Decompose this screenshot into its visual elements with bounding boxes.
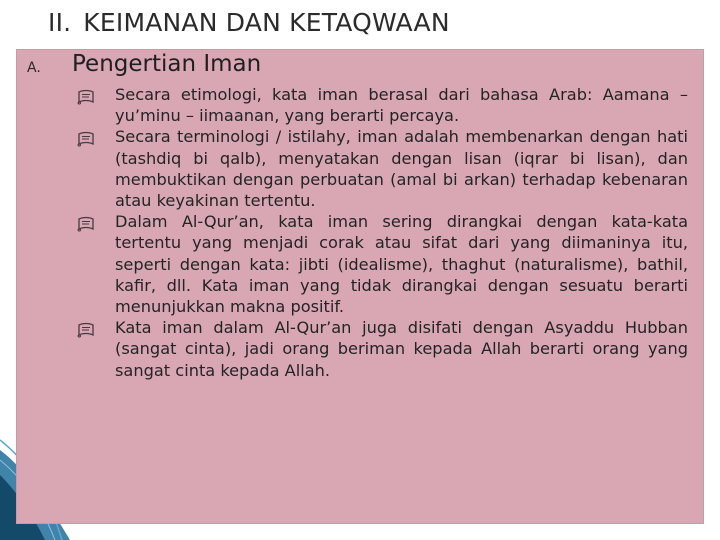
- scroll-icon: [77, 131, 95, 147]
- scroll-icon: [77, 322, 95, 338]
- bullet-text: Kata iman dalam Al-Qur’an juga disifati dengan Asyaddu Hubban (sangat cinta), jadi orang beriman kepada Allah berarti orang yang sangat cinta kepada Allah.: [115, 318, 688, 380]
- bullet-text: Secara etimologi, kata iman berasal dari bahasa Arab: Aamana – yu’minu – iimaanan, yang berarti percaya.: [115, 85, 688, 126]
- section-title: Pengertian Iman: [72, 51, 262, 77]
- bullet-item: [75, 211, 688, 317]
- bullet-list: [75, 84, 688, 381]
- slide-title-number: II.: [48, 8, 72, 37]
- slide-title-text: KEIMANAN DAN KETAQWAAN: [83, 8, 450, 37]
- bullet-text: Dalam Al-Qur’an, kata iman sering dirangkai dengan kata-kata tertentu yang menjadi corak atau sifat dari yang diimaninya itu, seperti dengan kata: jibti (idealisme), thaghut (naturalisme), bathil, kafir, dll. Kata iman yang tidak dirangkai dengan sesuatu berarti menunjukkan makna positif.: [115, 212, 688, 317]
- bullet-item: [75, 126, 688, 211]
- slide-title: [48, 8, 450, 37]
- bullet-item: [75, 84, 688, 126]
- scroll-icon: [77, 216, 95, 232]
- bullet-item: [75, 317, 688, 381]
- bullet-text: Secara terminologi / istilahy, iman adalah membenarkan dengan hati (tashdiq bi qalb), menyatakan dengan lisan (iqrar bi lisan), dan membuktikan dengan perbuatan (amal bi arkan) terhadap kebenaran atau keyakinan tertentu.: [115, 127, 688, 211]
- scroll-icon: [77, 89, 95, 105]
- section-marker: A.: [27, 60, 41, 76]
